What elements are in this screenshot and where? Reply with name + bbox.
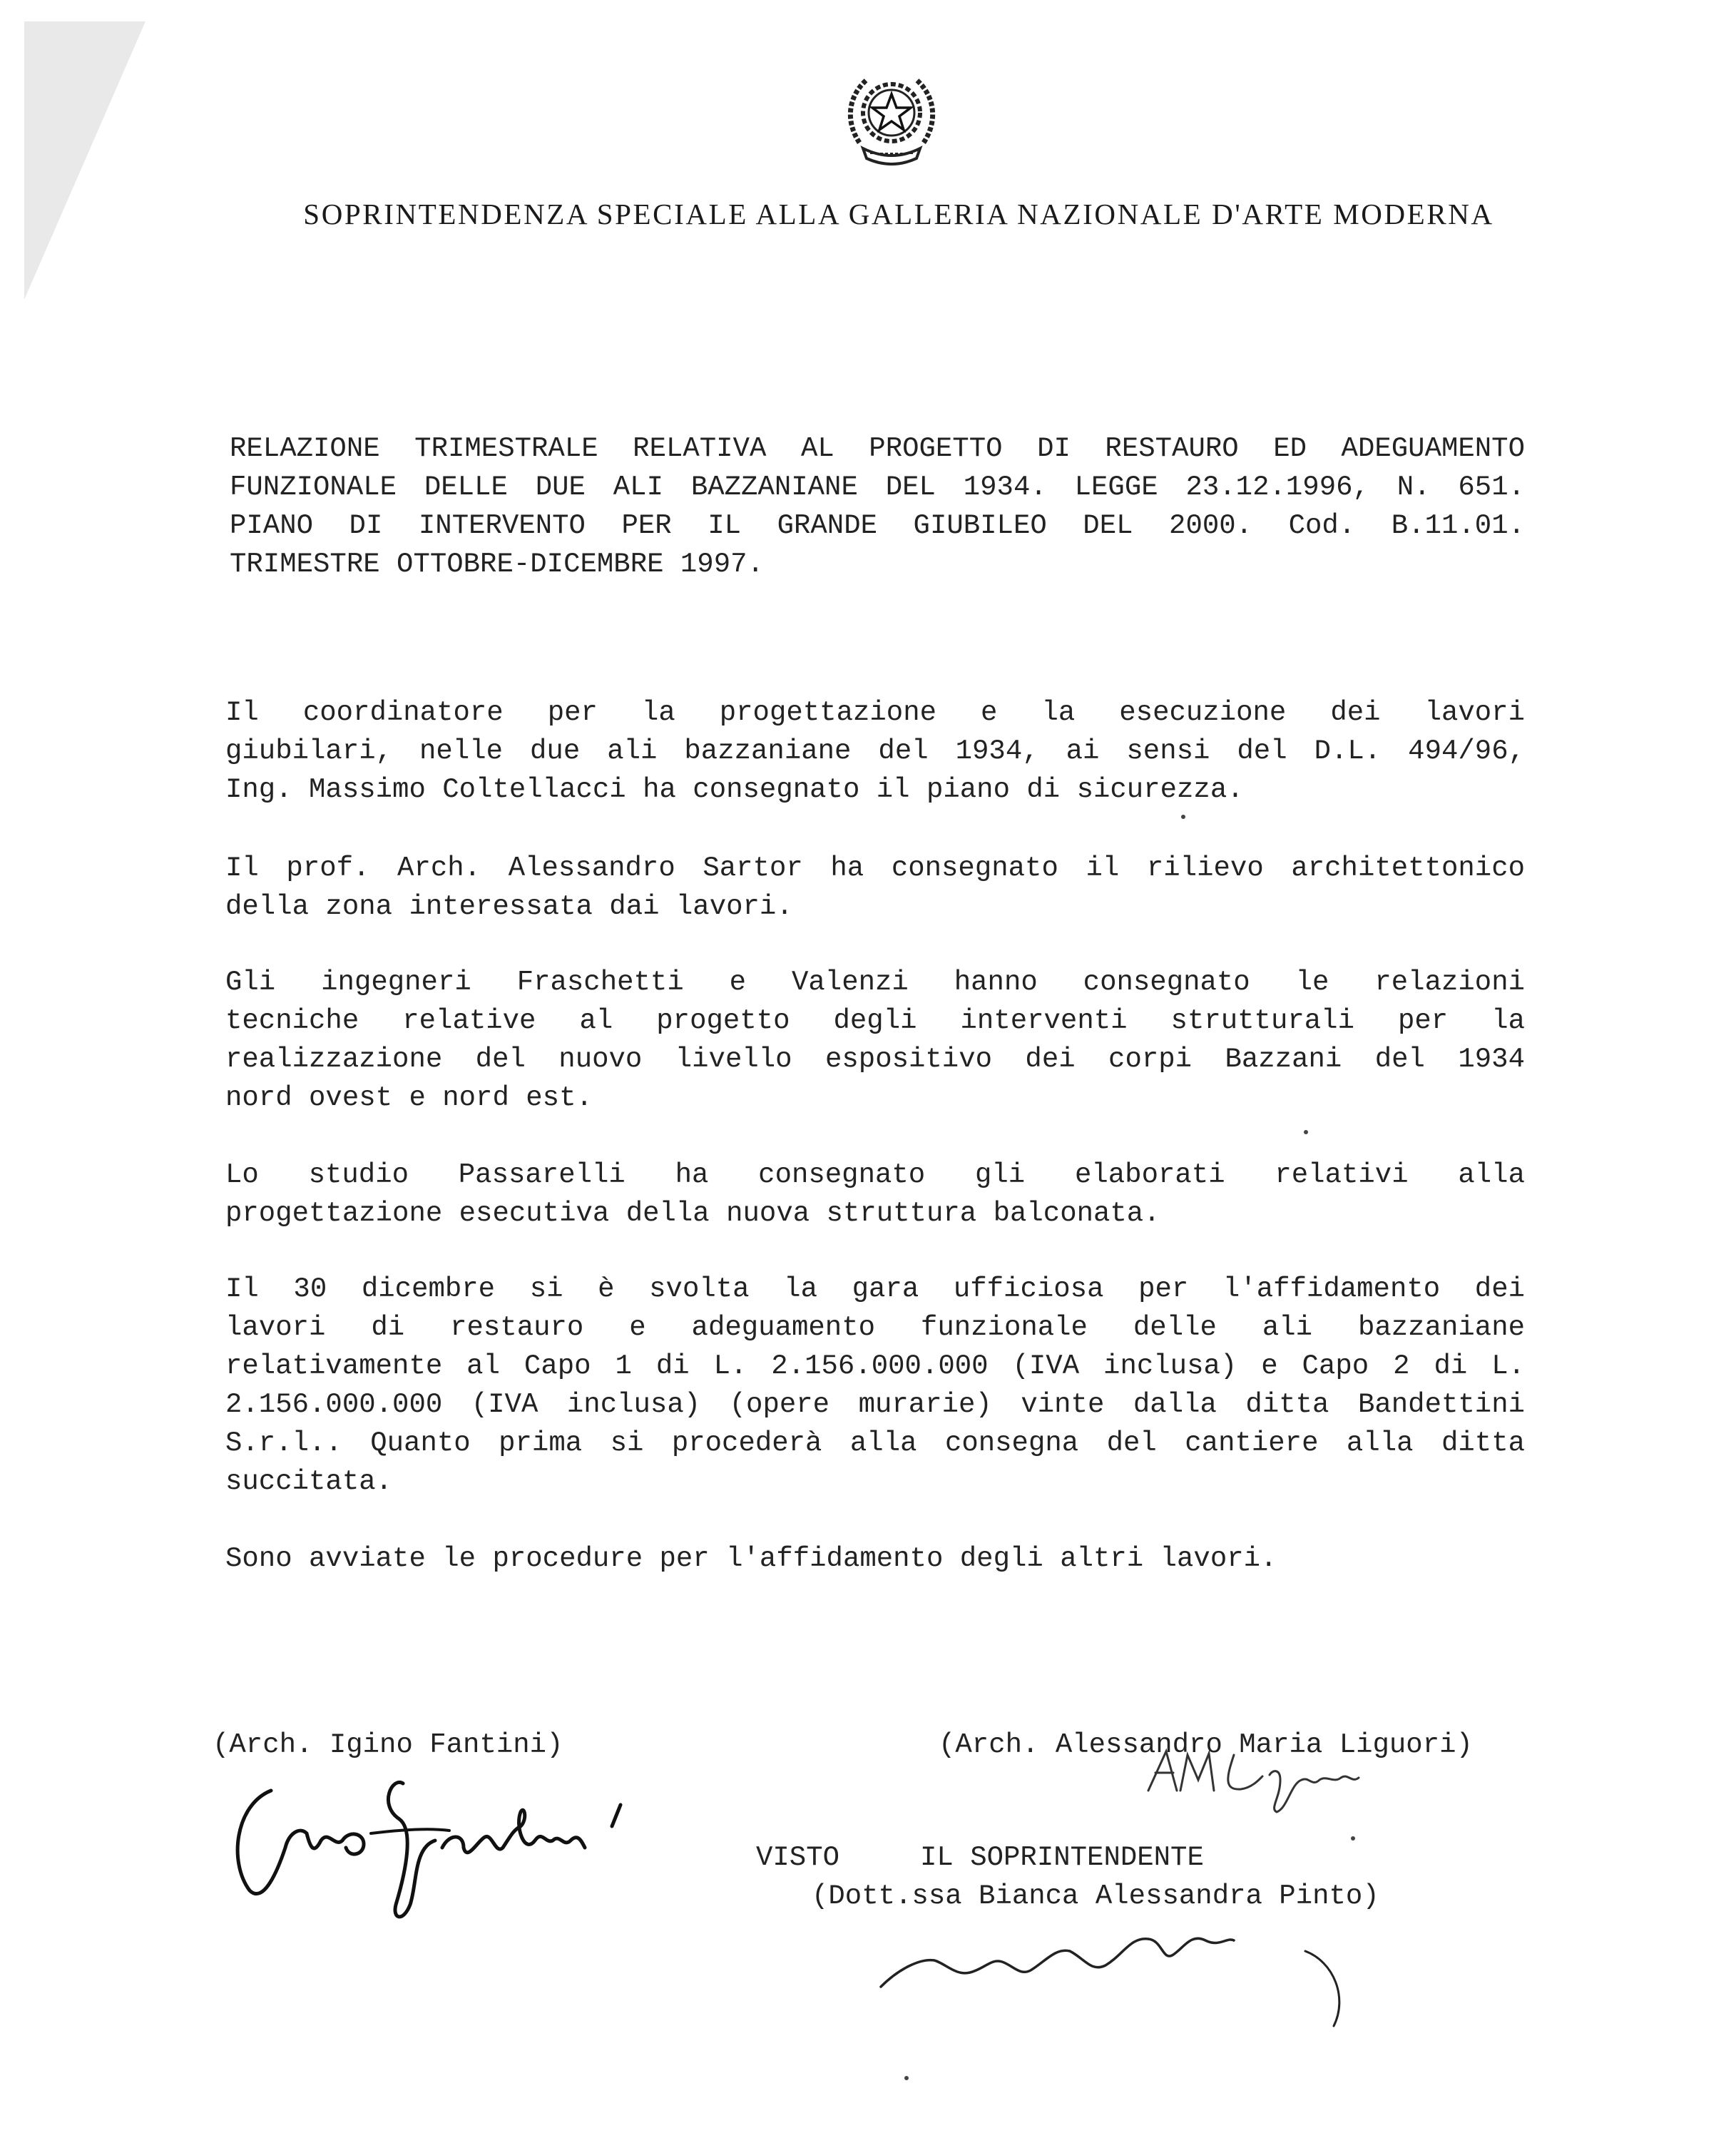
paragraph-structural-reports [225,963,1525,1117]
paragraph-line: lavori di restauro e adeguamento funzionale delle ali bazzaniane [225,1312,1525,1343]
paragraph-line: Il 30 dicembre si è svolta la gara ufficiosa per l'affidamento dei [225,1273,1525,1305]
paragraph-line: progettazione esecutiva della nuova struttura balconata. [225,1198,1160,1229]
paragraph-line: Ing. Massimo Coltellacci ha consegnato il piano di sicurezza. [225,774,1244,805]
italian-republic-emblem-icon [838,64,945,171]
paragraph-line: Il prof. Arch. Alessandro Sartor ha consegnato il rilievo architettonico [225,852,1525,884]
paragraph-tender [225,1270,1525,1501]
paragraph-line: realizzazione del nuovo livello espositivo dei corpi Bazzani del 1934 [225,1044,1525,1075]
paragraph-line: S.r.l.. Quanto prima si procederà alla consegna del cantiere alla ditta [225,1427,1525,1459]
right-signatory-name: (Arch. Alessandro Maria Liguori) [939,1729,1473,1761]
paragraph-line: tecniche relative al progetto degli interventi strutturali per la [225,1005,1525,1037]
report-subject [230,429,1525,584]
paragraph-balcony-design [225,1156,1525,1233]
paragraph-architectural-survey [225,849,1525,926]
paragraph-line: Gli ingegneri Fraschetti e Valenzi hanno consegnato le relazioni [225,967,1525,998]
paragraph-procedures [225,1539,1525,1578]
paragraph-line: Il coordinatore per la progettazione e la esecuzione dei lavori [225,697,1525,728]
paragraph-line: 2.156.000.000 (IVA inclusa) (opere murarie) vinte dalla ditta Bandettini [225,1389,1525,1420]
scan-edge-shadow [24,21,145,300]
scan-speck [904,2076,909,2080]
right-handwritten-signature [1134,1741,1434,1819]
institution-heading: SOPRINTENDENZA SPECIALE ALLA GALLERIA NAZIONALE D'ARTE MODERNA [303,198,1494,230]
paragraph-line: Lo studio Passarelli ha consegnato gli elaborati relativi alla [225,1159,1525,1191]
left-handwritten-signature [221,1762,678,1933]
visto-signatory-name: (Dott.ssa Bianca Alessandra Pinto) [812,1880,1379,1912]
paragraph-line: relativamente al Capo 1 di L. 2.156.000.000 (IVA inclusa) e Capo 2 di L. [225,1350,1525,1382]
scan-speck [1304,1130,1308,1134]
scan-speck [1351,1836,1355,1841]
left-signatory-name: (Arch. Igino Fantini) [213,1729,563,1761]
paragraph-line: nord ovest e nord est. [225,1082,593,1114]
soprintendente-title: IL SOPRINTENDENTE [920,1842,1204,1873]
subject-line: RELAZIONE TRIMESTRALE RELATIVA AL PROGETTO DI RESTAURO ED ADEGUAMENTO [230,433,1525,464]
subject-line: FUNZIONALE DELLE DUE ALI BAZZANIANE DEL 1934. LEGGE 23.12.1996, N. 651. [230,472,1525,503]
paragraph-safety-plan [225,693,1525,809]
subject-line: TRIMESTRE OTTOBRE-DICEMBRE 1997. [230,549,764,580]
paragraph-line: giubilari, nelle due ali bazzaniane del 1934, ai sensi del D.L. 494/96, [225,735,1525,767]
paragraph-line: succitata. [225,1466,393,1497]
scan-speck [1181,815,1185,819]
subject-line: PIANO DI INTERVENTO PER IL GRANDE GIUBILEO DEL 2000. Cod. B.11.01. [230,510,1525,541]
visto-label: VISTO [756,1842,840,1873]
paragraph-line: della zona interessata dai lavori. [225,891,793,922]
paragraph-line: Sono avviate le procedure per l'affidamento degli altri lavori. [225,1543,1277,1574]
visto-handwritten-signature [877,1919,1419,2040]
